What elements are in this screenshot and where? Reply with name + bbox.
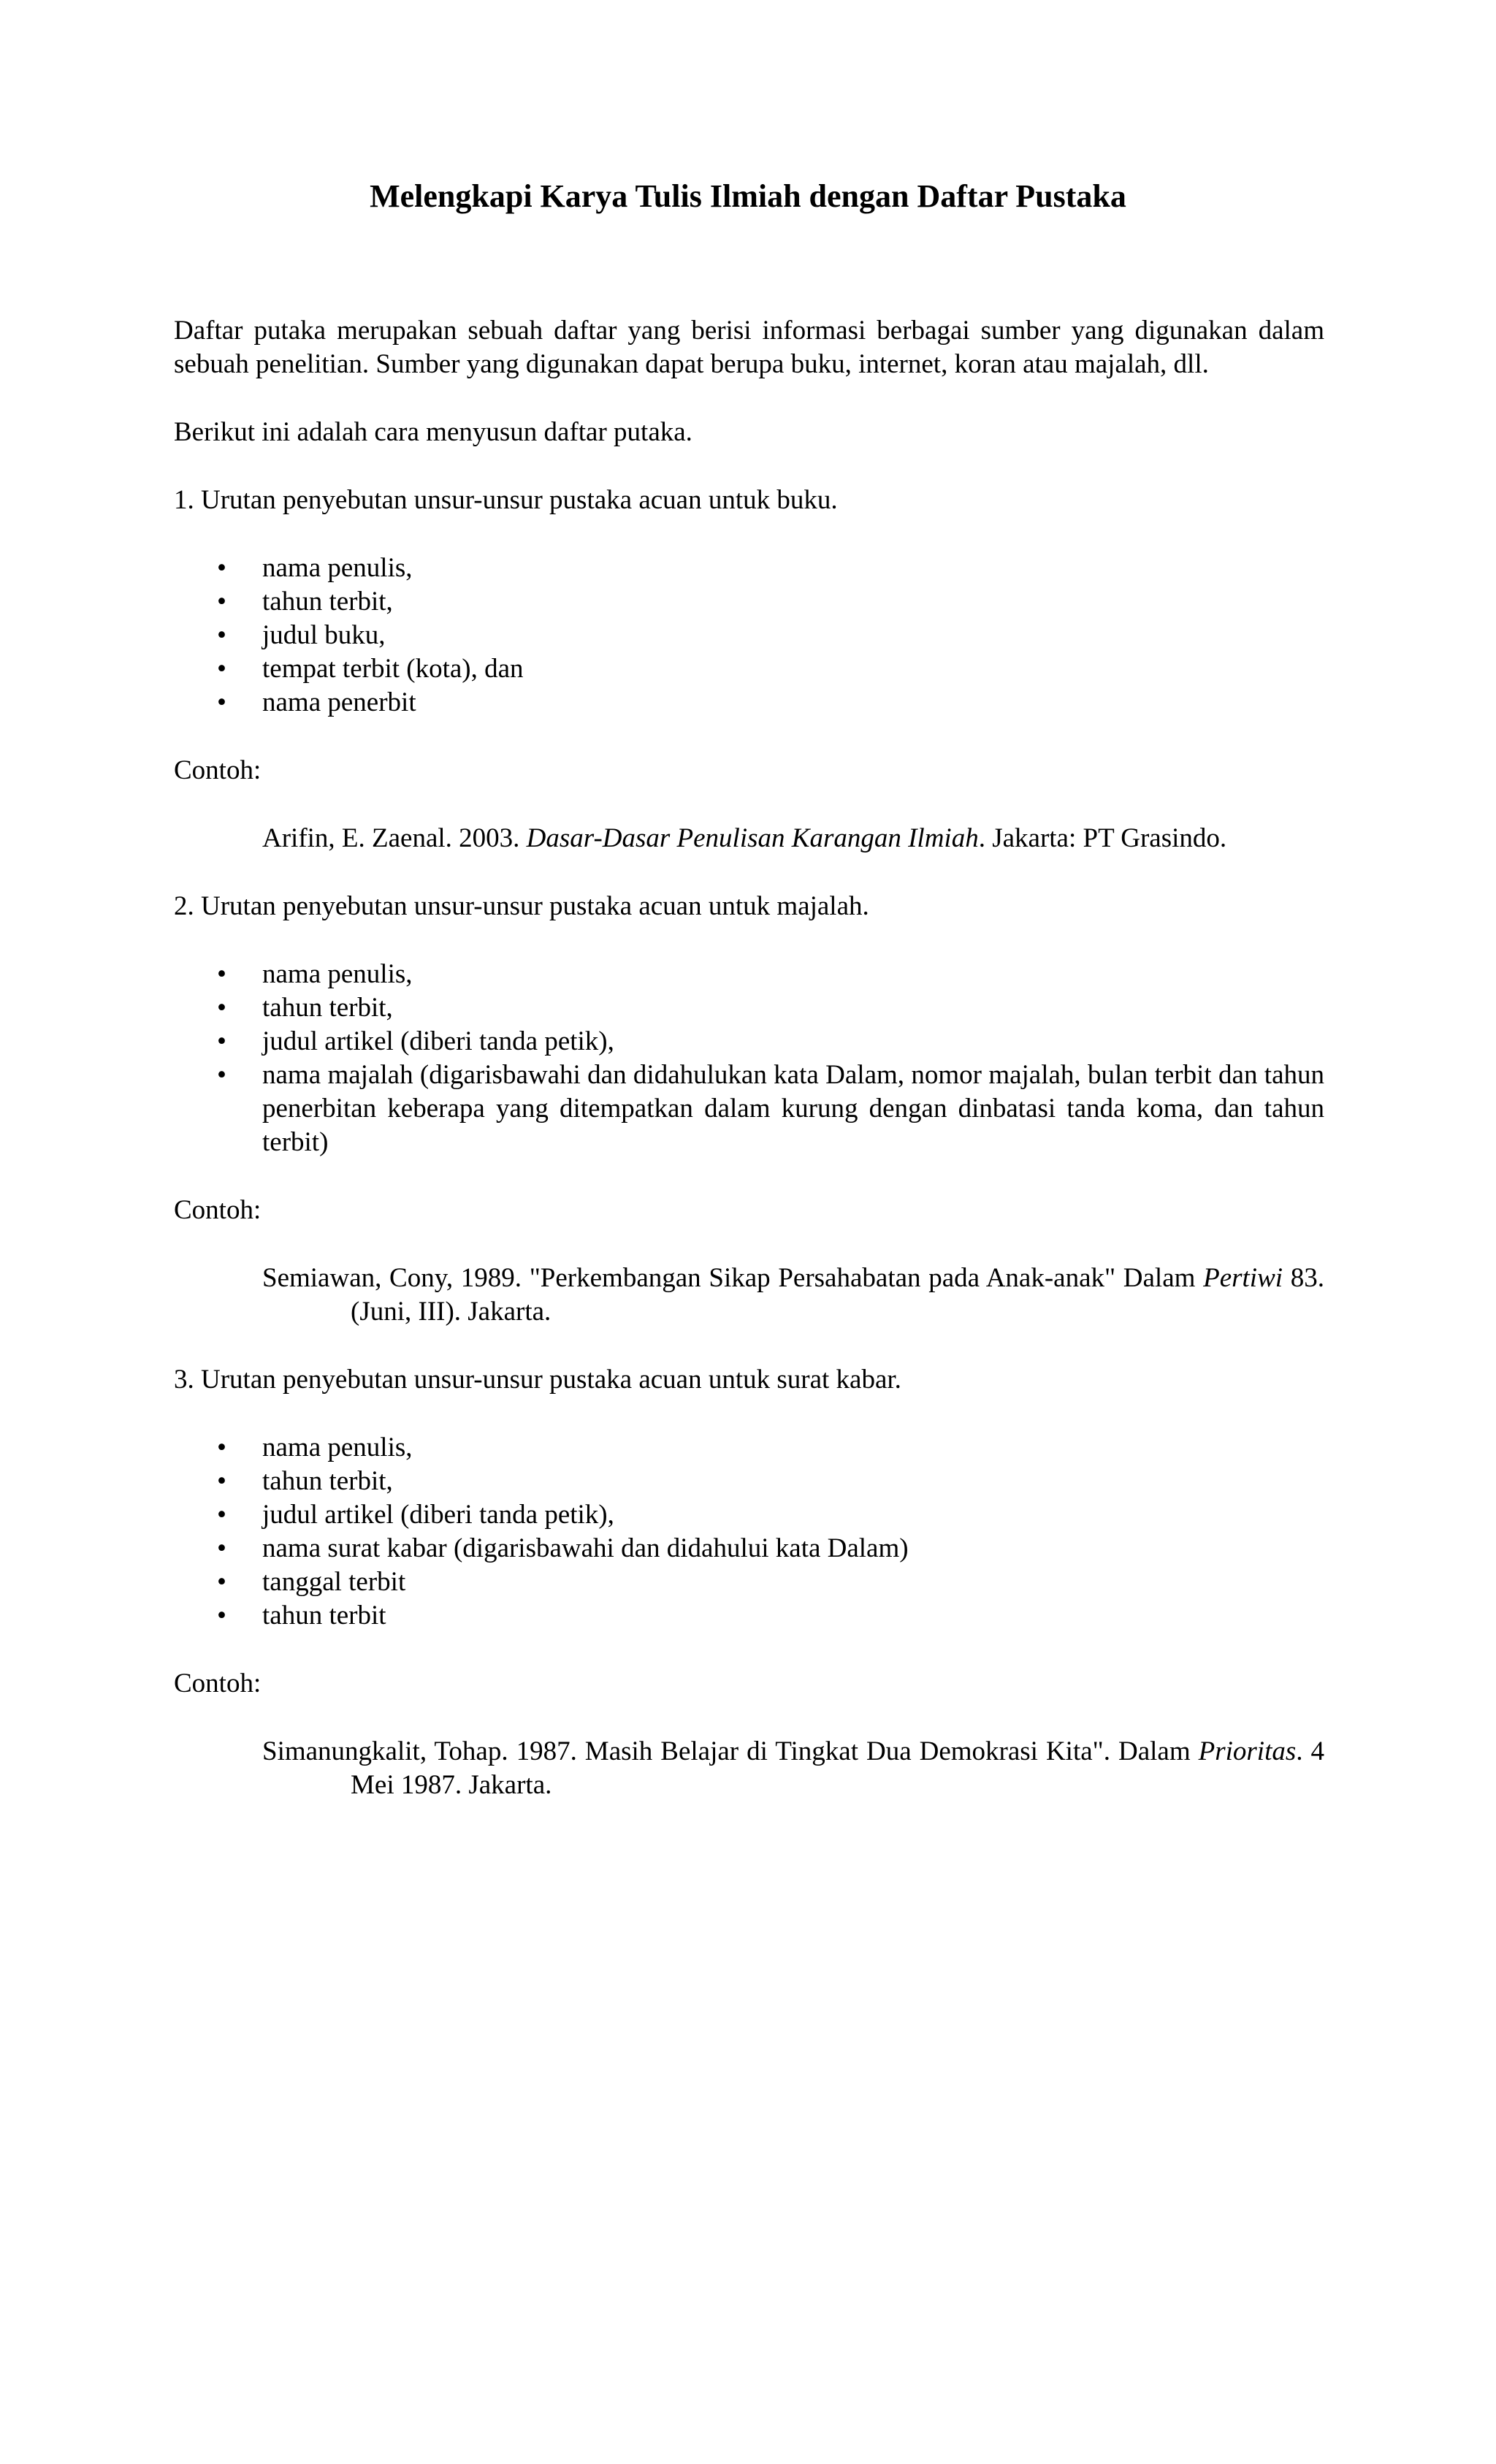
list-item-text: nama penulis, [262, 553, 413, 583]
bullet-icon: • [217, 1500, 226, 1530]
section-surat-kabar [174, 1363, 1324, 1802]
bullet-icon: • [217, 1060, 226, 1090]
citation-text: Arifin, E. Zaenal. 2003. [262, 823, 527, 853]
bullet-icon: • [217, 587, 226, 617]
citation-text: . 4 Mei 1987. Jakarta. [351, 1736, 1325, 1800]
section-heading: 1. Urutan penyebutan unsur-unsur pustaka acuan untuk buku. [174, 485, 838, 515]
element-list [174, 1431, 1324, 1633]
citation-text: . Jakarta: PT Grasindo. [978, 823, 1227, 853]
bullet-icon: • [217, 993, 226, 1023]
example-citation [262, 1262, 1324, 1329]
list-item-text: nama penerbit [262, 687, 416, 717]
list-item [217, 552, 1324, 585]
list-item [217, 619, 1324, 652]
list-item [217, 958, 1324, 991]
citation-italic-title: Dasar-Dasar Penulisan Karangan Ilmiah [526, 823, 979, 853]
list-item [217, 1498, 1324, 1532]
section-heading: 2. Urutan penyebutan unsur-unsur pustaka acuan untuk majalah. [174, 891, 869, 921]
example-citation [262, 1735, 1324, 1802]
list-item [217, 1059, 1324, 1159]
document-body [174, 314, 1324, 1836]
list-item-text: tanggal terbit [262, 1567, 406, 1597]
section-majalah [174, 890, 1324, 1329]
list-item-text: tempat terbit (kota), dan [262, 654, 524, 684]
list-item-text: tahun terbit [262, 1601, 386, 1630]
list-item [217, 652, 1324, 686]
bullet-icon: • [217, 654, 226, 684]
bullet-icon: • [217, 1026, 226, 1056]
bullet-icon: • [217, 1466, 226, 1496]
citation-text: Simanungkalit, Tohap. 1987. Masih Belajar di Tingkat Dua Demokrasi Kita". Dalam [262, 1736, 1199, 1766]
list-item-text: nama surat kabar (digarisbawahi dan didahului kata Dalam) [262, 1533, 909, 1563]
citation-italic-title: Pertiwi [1203, 1263, 1283, 1293]
bullet-icon: • [217, 620, 226, 650]
list-item [217, 1565, 1324, 1599]
bullet-icon: • [217, 959, 226, 989]
list-item [217, 1025, 1324, 1059]
bullet-icon: • [217, 553, 226, 583]
list-item [217, 585, 1324, 619]
list-item [217, 1599, 1324, 1633]
example-citation [262, 822, 1324, 855]
bullet-icon: • [217, 1601, 226, 1630]
list-item [217, 991, 1324, 1025]
document-title: Melengkapi Karya Tulis Ilmiah dengan Daftar Pustaka [370, 178, 1126, 214]
bullet-icon: • [217, 1433, 226, 1462]
citation-text: Semiawan, Cony, 1989. "Perkembangan Sikap Persahabatan pada Anak-anak" Dalam [262, 1263, 1204, 1293]
lead-paragraph: Berikut ini adalah cara menyusun daftar putaka. [174, 417, 692, 447]
example-label: Contoh: [174, 1668, 262, 1698]
section-buku [174, 484, 1324, 855]
citation-italic-title: Prioritas [1198, 1736, 1297, 1766]
bullet-icon: • [217, 687, 226, 717]
list-item-text: tahun terbit, [262, 993, 393, 1023]
intro-paragraph: Daftar putaka merupakan sebuah daftar yang berisi informasi berbagai sumber yang digunakan dalam sebuah penelitian. Sumber yang digunakan dapat berupa buku, internet, koran atau majalah, dll. [174, 316, 1324, 379]
element-list [174, 958, 1324, 1159]
list-item [217, 686, 1324, 720]
section-heading: 3. Urutan penyebutan unsur-unsur pustaka acuan untuk surat kabar. [174, 1365, 901, 1395]
list-item-text: judul artikel (diberi tanda petik), [262, 1026, 614, 1056]
bullet-icon: • [217, 1533, 226, 1563]
bullet-icon: • [217, 1567, 226, 1597]
list-item-text: nama penulis, [262, 959, 413, 989]
list-item-text: tahun terbit, [262, 1466, 393, 1496]
list-item [217, 1431, 1324, 1465]
citation-text: 83. (Juni, III). Jakarta. [351, 1263, 1324, 1327]
list-item-text: tahun terbit, [262, 587, 393, 617]
element-list [174, 552, 1324, 720]
list-item-text: nama majalah (digarisbawahi dan didahulukan kata Dalam, nomor majalah, bulan terbit dan tahun penerbitan keberapa yang ditempatkan dalam kurung dengan dinbatasi tanda koma, dan tahun terbit) [262, 1060, 1324, 1157]
list-item-text: judul buku, [262, 620, 386, 650]
list-item [217, 1532, 1324, 1565]
example-label: Contoh: [174, 755, 262, 785]
list-item [217, 1465, 1324, 1498]
example-label: Contoh: [174, 1195, 262, 1225]
list-item-text: judul artikel (diberi tanda petik), [262, 1500, 614, 1530]
list-item-text: nama penulis, [262, 1433, 413, 1462]
